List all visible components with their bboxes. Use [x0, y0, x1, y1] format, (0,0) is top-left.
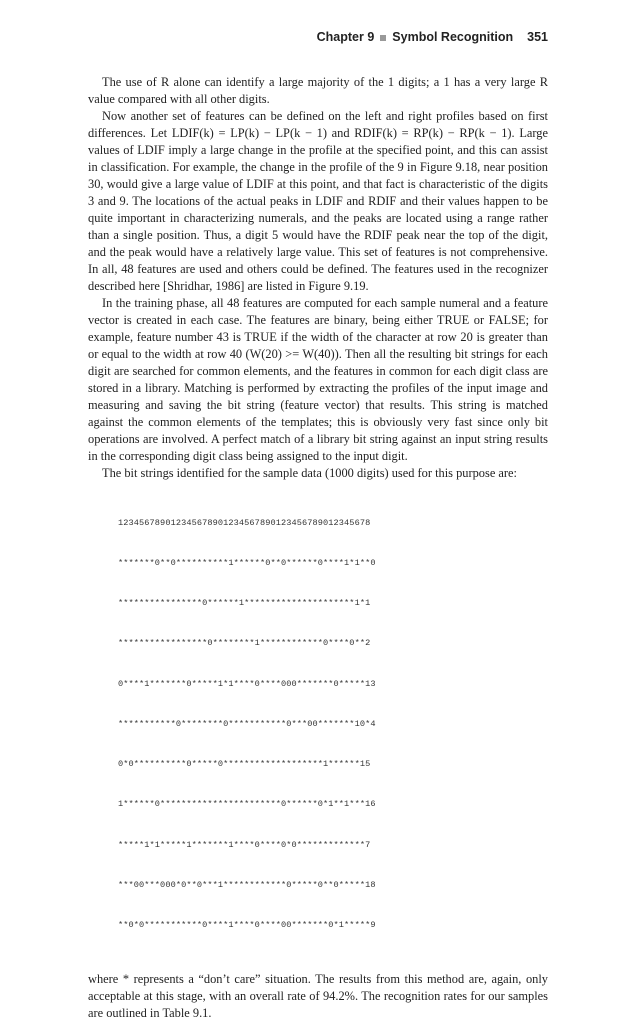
- closing-paragraph: where * represents a “don’t care” situation. The results from this method are, again, only acceptable at this stage, with an overall rate of 94.2%. The recognition rates for our samples are outlined in Table 9.1.: [88, 972, 548, 1021]
- bit-string-row: *****************0********1************0****0**2: [118, 638, 371, 649]
- separator-square-icon: [380, 35, 386, 41]
- bit-strings-block: [118, 490, 548, 959]
- bit-string-row: 1******0***********************0******0*1**1***16: [118, 799, 376, 810]
- bit-string-row: 0****1*******0*****1*1****0****000*******0*****13: [118, 678, 376, 689]
- paragraph: The bit strings identified for the sample data (1000 digits) used for this purpose are:: [102, 466, 517, 480]
- bit-string-row: *******0**0**********1******0**0******0****1*1**0: [118, 558, 376, 569]
- bit-string-row: ***********0********0***********0***00*******10*4: [118, 718, 376, 729]
- running-header: [317, 30, 548, 44]
- page-body: [88, 74, 548, 1022]
- bit-string-row: 0*0**********0*****0*******************1******15: [118, 759, 371, 770]
- bit-string-row: ***00***000*0**0***1************0*****0**0*****18: [118, 879, 376, 890]
- paragraph: Now another set of features can be defined on the left and right profiles based on first differences. Let LDIF(k) = LP(k) − LP(k − 1) and RDIF(k) = RP(k) − RP(k − 1). Large values of LDIF imply a large change in the profile at the specified point, and this can assist in classification. For example, the change in the profile of the 9 in Figure 9.18, near position 30, would give a large value of LDIF at this point, and that fact is characteristic of the digits 3 and 9. The locations of the actual peaks in LDIF and RDIF and their values happen to be quite important in characterizing numerals, and the peaks are located using a range rather than a single position. Thus, a digit 5 would have the RDIF peak near the top of the digit, and the peak would have a relatively large value. This set of features is not comprehensive. In all, 48 features are used and others could be defined. The features used in the recognizer described here [Shridhar, 1986] are listed in Figure 9.19.: [88, 109, 548, 293]
- paragraph: In the training phase, all 48 features are computed for each sample numeral and a feature vector is created in each case. The features are binary, being either TRUE or FALSE; for example, feature number 43 is TRUE if the width of the character at row 20 is greater than or equal to the width at row 40 (W(20) >= W(40)). Then all the resulting bit strings for each digit are searched for common elements, and the features in common for each digit class are stored in a library. Matching is performed by extracting the profiles of the input image and measuring and saving the bit string (feature vector) that results. This string is matched against the common elements of the templates; this is obviously very fast since only bit operations are involved. A perfect match of a library bit string against an input string results in the corresponding digit class being assigned to the input digit.: [88, 296, 548, 463]
- chapter-label: Chapter 9: [316, 30, 375, 44]
- bit-string-header: 123456789012345678901234567890123456789012345678: [118, 517, 371, 528]
- paragraph: The use of R alone can identify a large majority of the 1 digits; a 1 has a very large R value compared with all other digits.: [88, 75, 548, 106]
- page-number: 351: [527, 30, 548, 44]
- bit-string-row: ****************0******1*********************1*1: [118, 598, 371, 609]
- chapter-title: Symbol Recognition: [392, 30, 514, 44]
- bit-string-row: *****1*1*****1*******1****0****0*0*************7: [118, 839, 371, 850]
- bit-string-row: **0*0***********0****1****0****00*******0*1*****9: [118, 920, 376, 930]
